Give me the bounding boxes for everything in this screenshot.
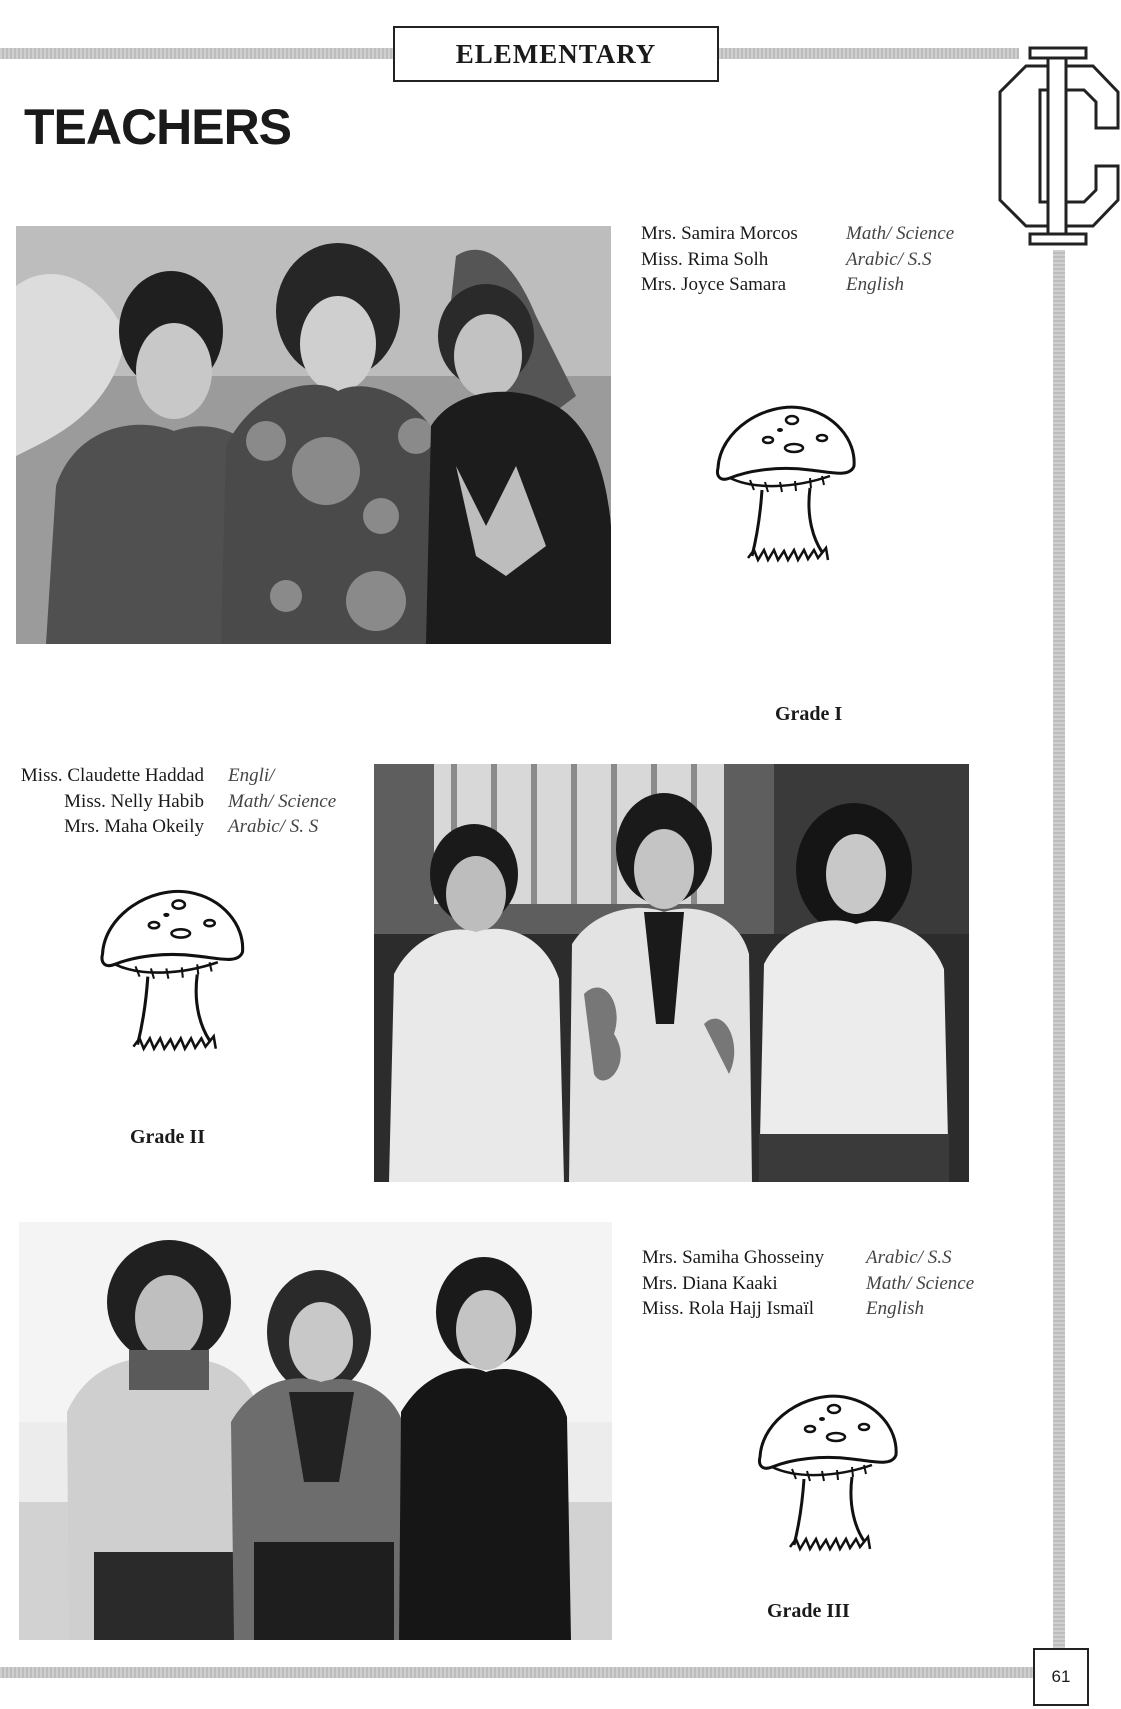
- teacher-name: Mrs. Maha Okeily: [64, 816, 204, 837]
- teacher-name: Miss. Nelly Habib: [64, 790, 204, 812]
- teacher-name: Miss. Rola Hajj Ismaïl: [642, 1298, 815, 1319]
- teacher-name: Miss. Claudette Haddad: [20, 765, 204, 786]
- mushroom-doodle-icon: [94, 884, 249, 1059]
- bottom-rule: [0, 1667, 1033, 1678]
- teacher-name: Miss. Rima Solh: [641, 248, 769, 270]
- grade-1-teacher-list: [641, 221, 954, 298]
- grade-3-photo: [19, 1222, 612, 1640]
- teacher-row: [642, 1245, 974, 1271]
- teacher-subject: Arabic/ S. S: [228, 816, 319, 837]
- teacher-row: [642, 1271, 974, 1297]
- teacher-row: [641, 272, 954, 298]
- top-rule-left: [0, 48, 393, 59]
- teacher-row: [0, 789, 336, 815]
- teacher-row: [0, 763, 336, 789]
- grade-3-label: Grade III: [767, 1600, 850, 1622]
- page-title: TEACHERS: [24, 99, 292, 155]
- teacher-subject: Engli/: [228, 765, 275, 786]
- grade-2-teacher-list: [0, 763, 336, 840]
- mushroom-doodle-icon: [752, 1388, 902, 1560]
- teacher-subject: Arabic/ S.S: [846, 248, 932, 270]
- teacher-subject: Math/ Science: [228, 790, 337, 812]
- teacher-row: [642, 1296, 974, 1322]
- teacher-subject: Arabic/ S.S: [866, 1247, 952, 1268]
- grade-2-photo: [374, 764, 969, 1182]
- teacher-name: Mrs. Samiha Ghosseiny: [642, 1247, 825, 1268]
- grade-3-teacher-list: [642, 1245, 974, 1322]
- teacher-subject: Math/ Science: [866, 1272, 975, 1294]
- grade-1-photo: [16, 226, 611, 644]
- page-number-box: [1033, 1648, 1089, 1706]
- teacher-name: Mrs. Diana Kaaki: [642, 1272, 778, 1294]
- teacher-row: [641, 221, 954, 247]
- ic-monogram-logo-icon: [998, 46, 1120, 248]
- teacher-subject: Math/ Science: [846, 223, 955, 244]
- teacher-name: Mrs. Samira Morcos: [641, 223, 798, 244]
- teacher-row: [0, 814, 336, 840]
- teacher-row: [641, 247, 954, 273]
- grade-1-label: Grade I: [775, 703, 843, 725]
- section-label: ELEMENTARY: [455, 38, 657, 69]
- teacher-subject: English: [846, 274, 905, 295]
- page-number: 61: [1051, 1667, 1071, 1686]
- teacher-name: Mrs. Joyce Samara: [641, 274, 787, 295]
- section-label-box: [393, 26, 719, 82]
- right-rule: [1053, 250, 1065, 1648]
- mushroom-doodle-icon: [710, 400, 860, 570]
- teacher-subject: English: [866, 1298, 925, 1319]
- grade-2-label: Grade II: [130, 1126, 205, 1148]
- top-rule-right: [719, 48, 1019, 59]
